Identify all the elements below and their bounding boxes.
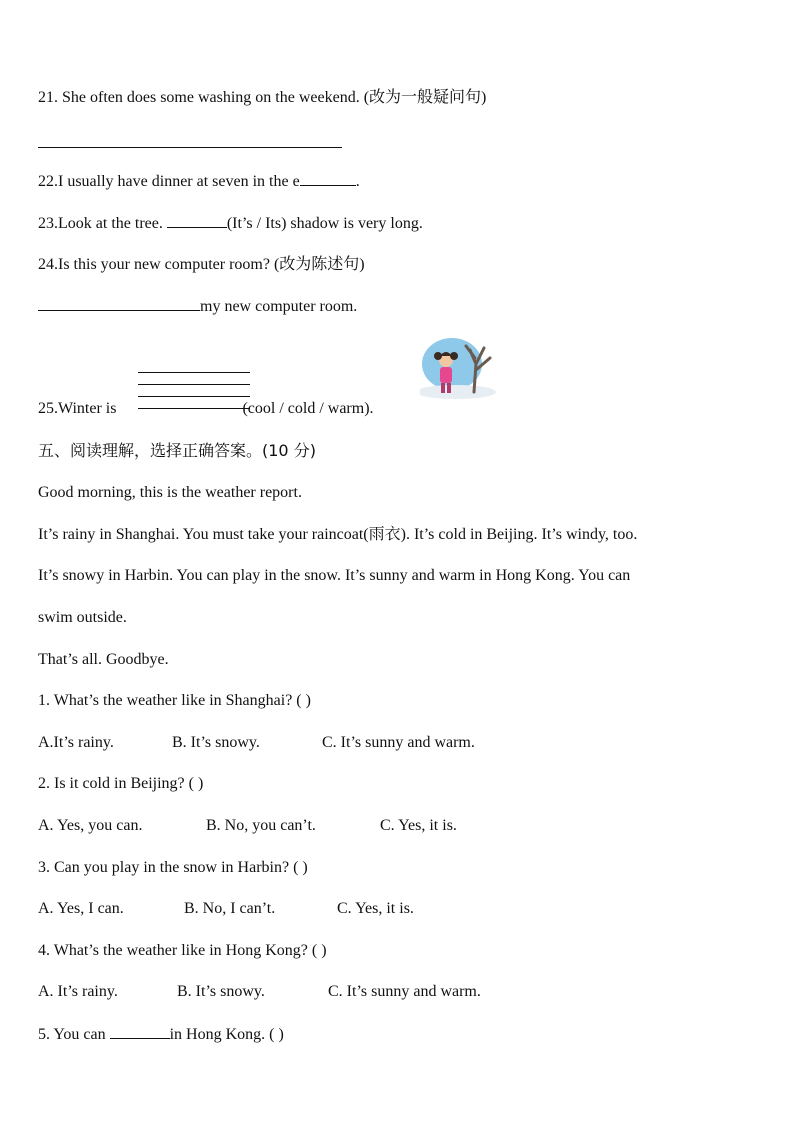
girl-by-winter-tree-icon <box>420 336 500 402</box>
question-21 <box>38 88 486 108</box>
option-a[interactable]: A.It’s rainy. <box>38 734 114 751</box>
answer-blank-23[interactable] <box>167 213 227 228</box>
passage-line-3: It’s snowy in Harbin. You can play in the snow. It’s sunny and warm in Hong Kong. You can <box>38 567 631 584</box>
option-c[interactable]: C. Yes, it is. <box>337 900 414 917</box>
passage-line-1: Good morning, this is the weather report. <box>38 484 302 501</box>
reading-question-2: 2. Is it cold in Beijing? ( ) <box>38 775 204 792</box>
question-22-end: . <box>355 173 360 190</box>
answer-line-21[interactable] <box>38 147 342 148</box>
passage-line-4: swim outside. <box>38 609 127 626</box>
reading-options-4 <box>38 982 481 1002</box>
question-23-options: (It’s / Its) shadow is very long. <box>226 215 423 232</box>
question-22 <box>38 171 360 192</box>
option-c[interactable]: C. It’s sunny and warm. <box>328 983 481 1000</box>
reading-question-3: 3. Can you play in the snow in Harbin? ( ) <box>38 859 308 876</box>
reading-options-3 <box>38 899 414 919</box>
option-b[interactable]: B. It’s snowy. <box>177 983 265 1000</box>
option-a[interactable]: A. It’s rainy. <box>38 983 118 1000</box>
section-5-title: 五、阅读理解，选择正确答案。(10 分) <box>38 441 316 460</box>
question-24 <box>38 255 365 275</box>
question-25 <box>38 399 374 419</box>
reading-options-1 <box>38 733 475 753</box>
answer-blank-22[interactable] <box>300 171 356 186</box>
answer-blank-5[interactable] <box>110 1024 170 1039</box>
question-5-end: in Hong Kong. ( ) <box>169 1026 284 1043</box>
question-25-options: (cool / cold / warm). <box>238 400 374 417</box>
passage-line-5: That’s all. Goodbye. <box>38 651 169 668</box>
reading-question-4: 4. What’s the weather like in Hong Kong? ( ) <box>38 942 327 959</box>
question-22-text: 22.I usually have dinner at seven in the e <box>38 173 300 190</box>
question-24-suffix: my new computer room. <box>200 298 358 315</box>
option-b[interactable]: B. It’s snowy. <box>172 734 260 751</box>
question-24-answer <box>38 296 357 317</box>
option-c[interactable]: C. It’s sunny and warm. <box>322 734 475 751</box>
option-a[interactable]: A. Yes, I can. <box>38 900 124 917</box>
option-b[interactable]: B. No, you can’t. <box>206 817 316 834</box>
question-21-text: 21. She often does some washing on the weekend. (改为一般疑问句) <box>38 89 487 106</box>
question-23-text: 23.Look at the tree. <box>38 215 167 232</box>
reading-question-1: 1. What’s the weather like in Shanghai? ( ) <box>38 692 311 709</box>
question-23 <box>38 213 423 234</box>
reading-options-2 <box>38 816 457 836</box>
question-24-text: 24.Is this your new computer room? (改为陈述句) <box>38 256 365 273</box>
answer-blank-24[interactable] <box>38 296 200 311</box>
reading-question-5 <box>38 1024 284 1045</box>
passage-line-2: It’s rainy in Shanghai. You must take your raincoat(雨衣). It’s cold in Beijing. It’s windy, too. <box>38 526 638 543</box>
question-25-text: 25.Winter is <box>38 400 121 417</box>
option-c[interactable]: C. Yes, it is. <box>380 817 457 834</box>
option-b[interactable]: B. No, I can’t. <box>184 900 276 917</box>
option-a[interactable]: A. Yes, you can. <box>38 817 143 834</box>
question-5-text: 5. You can <box>38 1026 110 1043</box>
